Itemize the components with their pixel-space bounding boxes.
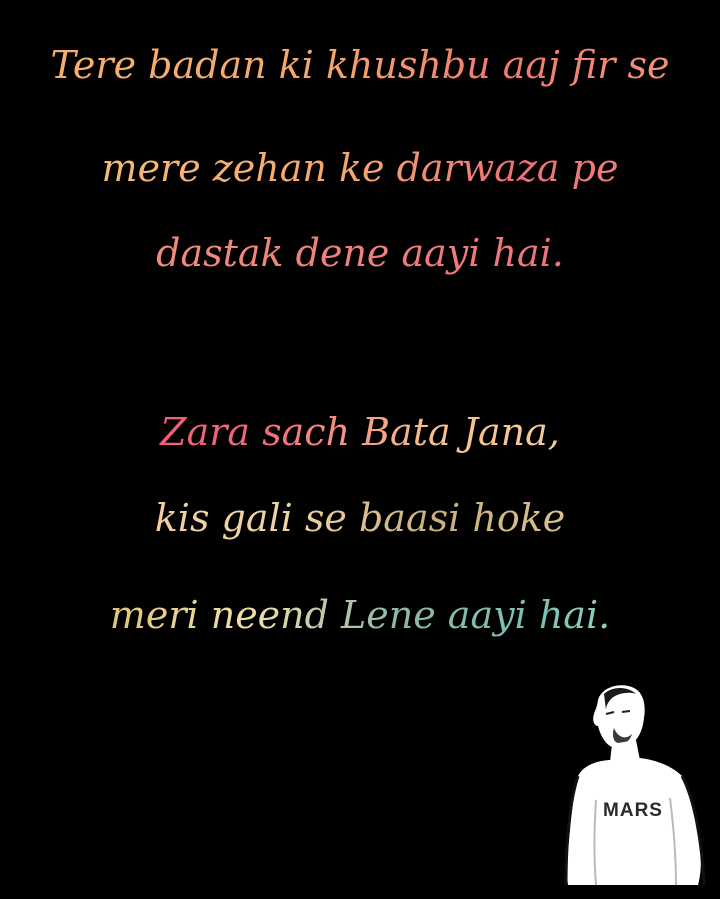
poem-line-2: mere zehan ke darwaza pe bbox=[0, 143, 720, 193]
poem-line-4: Zara sach Bata Jana, bbox=[0, 407, 720, 457]
poem-line-1: Tere badan ki khushbu aaj fir se bbox=[0, 40, 720, 90]
poem-line-6: meri neend Lene aayi hai. bbox=[0, 590, 720, 640]
mars-logo bbox=[560, 680, 712, 885]
poem-line-3: dastak dene aayi hai. bbox=[0, 228, 720, 278]
mars-label: MARS bbox=[603, 800, 663, 821]
poem-line-5: kis gali se baasi hoke bbox=[0, 493, 720, 543]
man-silhouette-icon bbox=[560, 680, 712, 885]
